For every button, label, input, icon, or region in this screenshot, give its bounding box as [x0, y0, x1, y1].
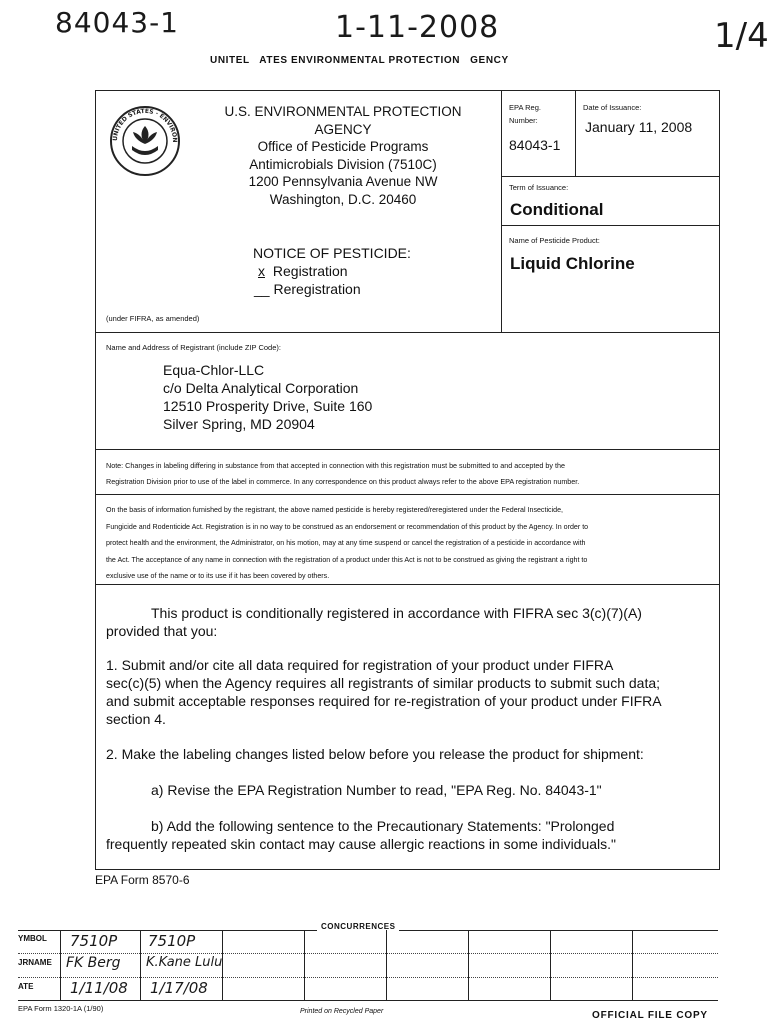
col1-date: 1/11/08: [70, 979, 128, 997]
item-2b-line-1: b) Add the following sentence to the Precautionary Statements: "Prolonged: [151, 818, 615, 834]
handwritten-reg-number: 84043-1: [55, 6, 179, 39]
body-intro-2: provided that you:: [106, 623, 218, 639]
registration-option: [254, 263, 348, 279]
issuance-date-value: January 11, 2008: [585, 119, 693, 135]
term-label: Term of Issuance:: [509, 183, 569, 192]
item-2a: a) Revise the EPA Registration Number to read, "EPA Reg. No. 84043-1": [151, 782, 602, 798]
col2-date: 1/17/08: [150, 979, 208, 997]
registration-mark: x: [258, 263, 265, 279]
product-name-label: Name of Pesticide Product:: [509, 236, 600, 245]
concurrences-title: CONCURRENCES: [317, 922, 399, 931]
body-intro-1: This product is conditionally registered in accordance with FIFRA sec 3(c)(7)(A): [151, 605, 642, 621]
item-2: 2. Make the labeling changes listed below before you release the product for shipment:: [106, 746, 644, 762]
item-2b-line-2: frequently repeated skin contact may cause allergic reactions in some individuals.": [106, 836, 617, 852]
footer-printed: Printed on Recycled Paper: [300, 1008, 384, 1015]
basis-line-3: protect health and the environment, the Administrator, on his motion, may at any time suspend or cancel the registration of a pesticide in accordance with: [106, 539, 586, 547]
agency-address: [198, 103, 488, 208]
row-label-surname: JRNAME: [18, 958, 52, 967]
registrant-label: Name and Address of Registrant (include ZIP Code):: [106, 343, 281, 352]
col1-symbol: 7510P: [70, 932, 118, 950]
note-line-1: Note: Changes in labeling differing in substance from that accepted in connection with this registration must be submitted to and accepted by the: [106, 461, 565, 470]
registration-basis: [106, 502, 588, 585]
agency-line-2: AGENCY: [314, 121, 372, 137]
note-line-2: Registration Division prior to use of the label in commerce. In any correspondence on this product always refer to the above EPA registration number.: [106, 477, 580, 486]
agency-line-3: Office of Pesticide Programs: [257, 139, 429, 154]
basis-line-1: On the basis of information furnished by the registrant, the above named pesticide is hereby registered/reregistered under the Federal Insecticide,: [106, 506, 564, 514]
basis-line-5: exclusive use of the name or to its use if it has been covered by others.: [106, 572, 330, 580]
basis-line-2: Fungicide and Rodenticide Act. Registration is in no way to be construed as an endorsement or recommendation of this product by the Agency. In order to: [106, 522, 589, 531]
form-number: EPA Form 8570-6: [95, 873, 190, 887]
item-1-line-4: section 4.: [106, 711, 166, 727]
handwritten-date: 1-11-2008: [335, 10, 500, 45]
term-value: Conditional: [510, 200, 604, 219]
registrant-line-1: Equa-Chlor-LLC: [163, 362, 265, 378]
reg-number-value: 84043-1: [509, 137, 561, 153]
footer-official-copy: OFFICIAL FILE COPY: [592, 1010, 708, 1021]
item-1-line-3: and submit acceptable responses required for re-registration of your product under FIFRA: [106, 693, 662, 709]
seal-text: UNITED STATES · ENVIRON: [111, 107, 179, 143]
registrant-address: [163, 361, 372, 433]
basis-line-4: the Act. The acceptance of any name in connection with the registration of a product under this Act is not to be construed as giving the registrant a right to: [106, 555, 588, 564]
col1-surname: FK Berg: [66, 955, 121, 971]
item-1-line-1: 1. Submit and/or cite all data required for registration of your product under FIFRA: [106, 657, 614, 673]
col2-surname: K.Kane Lulu: [146, 955, 223, 970]
registrant-line-3: 12510 Prosperity Drive, Suite 160: [163, 398, 373, 414]
reregistration-option: [254, 281, 361, 297]
epa-seal-logo: [108, 104, 182, 178]
notice-title: NOTICE OF PESTICIDE:: [253, 245, 411, 261]
agency-line-1: U.S. ENVIRONMENTAL PROTECTION: [224, 104, 462, 119]
agency-line-4: Antimicrobials Division (7510C): [249, 156, 437, 172]
row-label-date: ATE: [18, 982, 34, 991]
reg-number-label-2: Number:: [509, 116, 538, 125]
reg-number-label-1: EPA Reg.: [509, 103, 541, 112]
fifra-note: (under FIFRA, as amended): [106, 314, 200, 323]
registrant-line-4: Silver Spring, MD 20904: [163, 416, 315, 432]
product-name-value: Liquid Chlorine: [510, 254, 635, 273]
reregistration-label: Reregistration: [273, 281, 361, 297]
item-1-line-2: sec(c)(5) when the Agency requires all registrants of similar products to submit such data;: [106, 675, 661, 691]
agency-line-6: Washington, D.C. 20460: [269, 191, 417, 207]
row-label-symbol: YMBOL: [18, 934, 47, 943]
registrant-line-2: c/o Delta Analytical Corporation: [163, 380, 359, 396]
form-top-title: UNITEL ATES ENVIRONMENTAL PROTECTION GENCY: [210, 55, 509, 66]
epa-seal-graphic: [108, 104, 182, 178]
issuance-date-label: Date of Issuance:: [583, 103, 642, 112]
reregistration-mark: __: [254, 281, 270, 297]
footer-form-number: EPA Form 1320-1A (1/90): [18, 1004, 104, 1013]
registration-label: Registration: [272, 263, 348, 279]
handwritten-page-fraction: 1/4: [714, 16, 769, 56]
agency-line-5: 1200 Pennsylvania Avenue NW: [248, 174, 438, 189]
labeling-note: [106, 458, 579, 490]
col2-symbol: 7510P: [148, 932, 196, 950]
